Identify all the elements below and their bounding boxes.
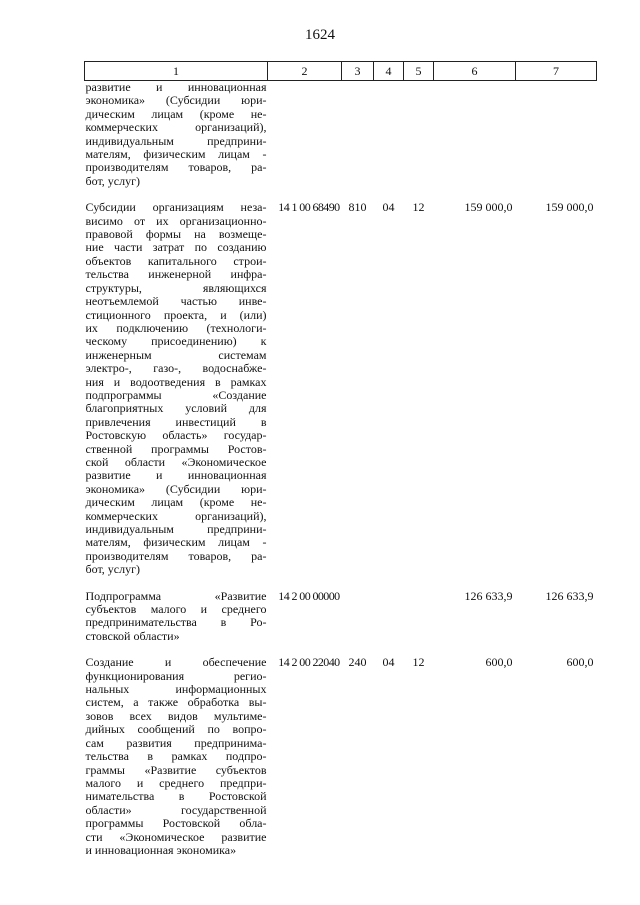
table-body — [85, 81, 597, 871]
row-name-line: тельства в рамках подпро- — [85, 749, 267, 764]
row-name — [85, 590, 268, 657]
table-row — [85, 201, 597, 589]
row-expense-type: 240 — [348, 655, 367, 670]
row-name-line: бот, услуг) — [85, 562, 141, 577]
row-name-line: коммерческих организаций), — [85, 508, 267, 523]
row-code — [268, 81, 342, 202]
row-name-line: стовской области» — [85, 628, 180, 643]
row-name-line: функционирования регио- — [85, 668, 267, 683]
table-row — [85, 656, 597, 870]
row-name-line: граммы «Развитие субъектов — [85, 762, 267, 777]
row-name-line: дическим лицам (кроме не- — [85, 495, 267, 510]
row-expense-type — [342, 81, 374, 202]
row-section — [374, 81, 404, 202]
row-name-line: развитие и инновационная — [85, 80, 267, 94]
row-subsection — [404, 81, 434, 202]
header-col-5: 5 — [404, 62, 434, 81]
row-name-line: мателям, физическим лицам - — [85, 535, 267, 550]
row-name-line: индивидуальным предприни- — [85, 522, 267, 536]
row-name-line: экономика» (Субсидии юри- — [85, 481, 267, 496]
row-name-line: ской области «Экономическое — [85, 454, 267, 469]
row-sum-year-2 — [516, 81, 597, 202]
row-name-line: ственной программы Ростов- — [85, 441, 267, 456]
row-name-line: бот, услуг) — [85, 173, 141, 188]
row-name-line: предпринимательства в Ро- — [85, 615, 267, 630]
row-name — [85, 656, 268, 870]
row-name-line: производителям товаров, ра- — [85, 548, 267, 563]
row-sum-year-2: 159 000,0 — [545, 200, 594, 215]
row-section: 04 — [382, 200, 395, 215]
row-subsection: 12 — [412, 655, 425, 670]
row-name-line: привлечения инвестиций в — [85, 414, 267, 429]
row-expense-type: 810 — [348, 200, 367, 215]
row-name-line: дическим лицам (кроме не- — [85, 106, 267, 121]
row-name-line: Ростовскую область» государ- — [85, 428, 267, 443]
row-name-line: малого и среднего предпри- — [85, 775, 267, 790]
row-name-line: правовой формы на возмеще- — [85, 227, 267, 242]
header-col-6: 6 — [434, 62, 516, 81]
row-name-line: зовов всех видов мультиме- — [85, 708, 267, 723]
table-row — [85, 590, 597, 657]
row-sum-year-1 — [434, 81, 516, 202]
row-code: 14 1 00 68490 — [278, 200, 340, 215]
header-col-2: 2 — [268, 62, 342, 81]
row-name-line: неотъемлемой частью инве- — [85, 294, 267, 309]
header-col-3: 3 — [342, 62, 374, 81]
row-name-line: производителям товаров, ра- — [85, 160, 267, 175]
row-name-line: электро-, газо-, водоснабже- — [85, 361, 267, 376]
row-sum-year-2: 126 633,9 — [545, 588, 594, 603]
table-header — [85, 62, 597, 81]
row-name-line: ния и водоотведения в рамках — [85, 374, 267, 389]
row-expense-type — [342, 590, 374, 657]
row-section — [374, 590, 404, 657]
row-name-line: систем, а также обработка вы- — [85, 695, 267, 710]
row-name-line: стиционного проекта, и (или) — [85, 307, 267, 322]
row-name-line: тельства инженерной инфра- — [85, 267, 267, 282]
row-name-line: программы Ростовской обла- — [85, 816, 267, 831]
row-name-line: Подпрограмма «Развитие — [85, 588, 267, 603]
row-name-line: Создание и обеспечение — [85, 655, 267, 670]
row-name — [85, 81, 268, 202]
row-name-line: структуры, являющихся — [85, 280, 267, 295]
row-name-line: сам развития предпринима- — [85, 735, 267, 750]
row-name-line: инженерным системам — [85, 347, 267, 362]
row-name-line: подпрограммы «Создание — [85, 387, 267, 402]
row-name-line: индивидуальным предприни- — [85, 133, 267, 148]
row-name-line: коммерческих организаций), — [85, 120, 267, 135]
page-number: 1624 — [305, 27, 335, 43]
header-col-7: 7 — [516, 62, 597, 81]
row-name-line: субъектов малого и среднего — [85, 602, 267, 617]
row-sum-year-1: 159 000,0 — [464, 200, 513, 215]
budget-table — [84, 61, 597, 870]
row-name-line: и инновационная экономика» — [85, 842, 237, 857]
row-name-line: объектов капитального строи- — [85, 253, 267, 268]
row-name-line: сти «Экономическое развитие — [85, 829, 267, 844]
row-name-line: благоприятных условий для — [85, 401, 267, 416]
header-col-4: 4 — [374, 62, 404, 81]
row-name-line: их подключению (технологи- — [85, 320, 267, 335]
row-name-line: ние части затрат по созданию — [85, 240, 267, 255]
row-sum-year-2: 600,0 — [566, 655, 594, 670]
row-name-line: висимо от их организационно- — [85, 213, 267, 228]
row-name-line: нальных информационных — [85, 682, 267, 697]
row-sum-year-1: 126 633,9 — [464, 588, 513, 603]
row-subsection — [404, 590, 434, 657]
row-name-line: мателям, физическим лицам - — [85, 147, 267, 162]
row-name-line: нимательства в Ростовской — [85, 789, 267, 804]
row-name-line: ческому присоединению) к — [85, 334, 267, 349]
row-name-line: Субсидии организациям неза- — [85, 200, 267, 215]
header-col-1: 1 — [85, 62, 268, 81]
row-code: 14 2 00 00000 — [278, 588, 340, 603]
table-row — [85, 81, 597, 202]
row-name — [85, 201, 268, 589]
row-sum-year-1: 600,0 — [485, 655, 513, 670]
row-code: 14 2 00 22040 — [278, 655, 340, 670]
row-subsection: 12 — [412, 200, 425, 215]
row-section: 04 — [382, 655, 395, 670]
row-name-line: области» государственной — [85, 802, 267, 817]
row-name-line: дийных сообщений по вопро- — [85, 722, 267, 737]
row-name-line: экономика» (Субсидии юри- — [85, 93, 267, 108]
row-name-line: развитие и инновационная — [85, 468, 267, 483]
